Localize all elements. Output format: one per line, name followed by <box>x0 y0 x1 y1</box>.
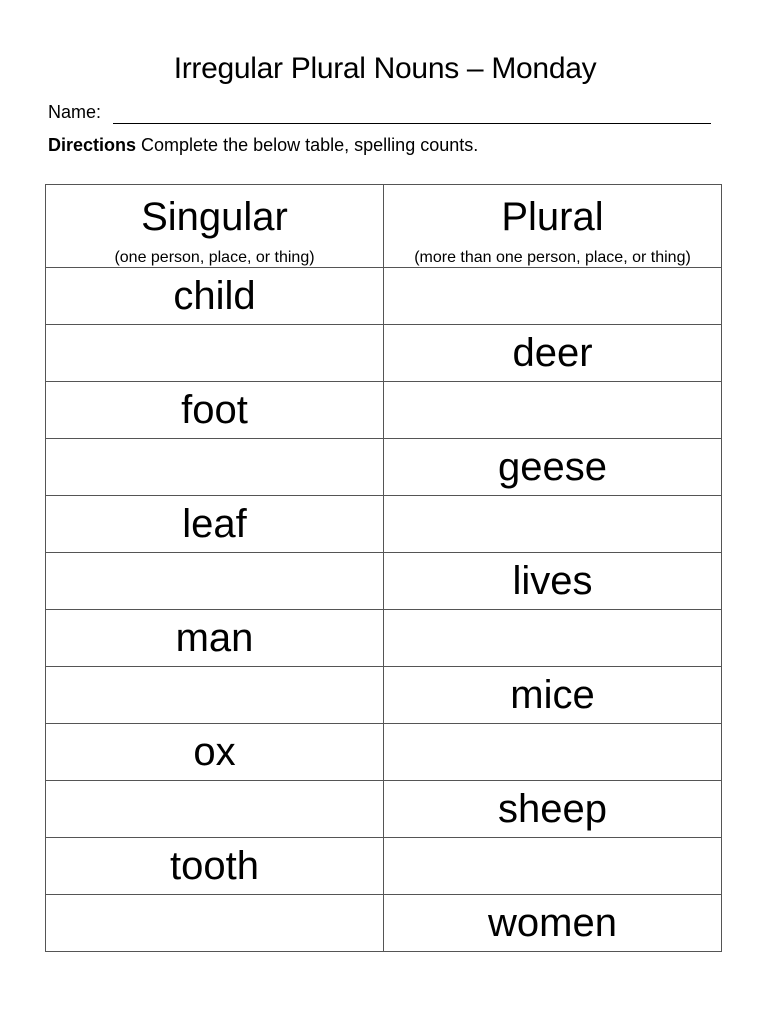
singular-cell[interactable] <box>46 553 384 610</box>
plural-cell[interactable] <box>384 724 722 781</box>
plural-cell: mice <box>384 667 722 724</box>
table-row <box>46 838 722 895</box>
plural-cell: geese <box>384 439 722 496</box>
plural-cell[interactable] <box>384 610 722 667</box>
plural-cell: sheep <box>384 781 722 838</box>
singular-header-subtitle: (one person, place, or thing) <box>114 249 315 266</box>
singular-cell: child <box>46 268 384 325</box>
name-row <box>48 100 711 124</box>
plural-cell: lives <box>384 553 722 610</box>
plural-cell[interactable] <box>384 268 722 325</box>
singular-cell: ox <box>46 724 384 781</box>
singular-header <box>46 185 384 268</box>
directions-label: Directions <box>48 135 137 155</box>
directions <box>48 133 478 157</box>
singular-cell: tooth <box>46 838 384 895</box>
singular-cell: foot <box>46 382 384 439</box>
directions-text: Complete the below table, spelling counts. <box>136 135 479 155</box>
singular-cell: man <box>46 610 384 667</box>
plural-cell[interactable] <box>384 496 722 553</box>
plural-cell: deer <box>384 325 722 382</box>
table-row <box>46 439 722 496</box>
table-row <box>46 667 722 724</box>
table-header-row <box>46 185 722 268</box>
plural-cell[interactable] <box>384 838 722 895</box>
singular-cell[interactable] <box>46 667 384 724</box>
singular-cell: leaf <box>46 496 384 553</box>
plural-header-title: Plural <box>501 195 604 239</box>
table-row <box>46 268 722 325</box>
name-blank-line[interactable] <box>113 103 711 124</box>
table-row <box>46 781 722 838</box>
table-row <box>46 895 722 952</box>
singular-cell[interactable] <box>46 439 384 496</box>
table-row <box>46 724 722 781</box>
plural-nouns-table <box>45 184 722 952</box>
singular-cell[interactable] <box>46 895 384 952</box>
plural-header <box>384 185 722 268</box>
table-row <box>46 553 722 610</box>
singular-cell[interactable] <box>46 781 384 838</box>
table-row <box>46 325 722 382</box>
singular-cell[interactable] <box>46 325 384 382</box>
singular-header-title: Singular <box>141 195 288 239</box>
plural-cell: women <box>384 895 722 952</box>
plural-header-subtitle: (more than one person, place, or thing) <box>414 249 691 266</box>
worksheet-title: Irregular Plural Nouns – Monday <box>173 52 597 85</box>
table-row <box>46 610 722 667</box>
plural-cell[interactable] <box>384 382 722 439</box>
table-row <box>46 382 722 439</box>
table-row <box>46 496 722 553</box>
name-label: Name: <box>48 102 102 122</box>
